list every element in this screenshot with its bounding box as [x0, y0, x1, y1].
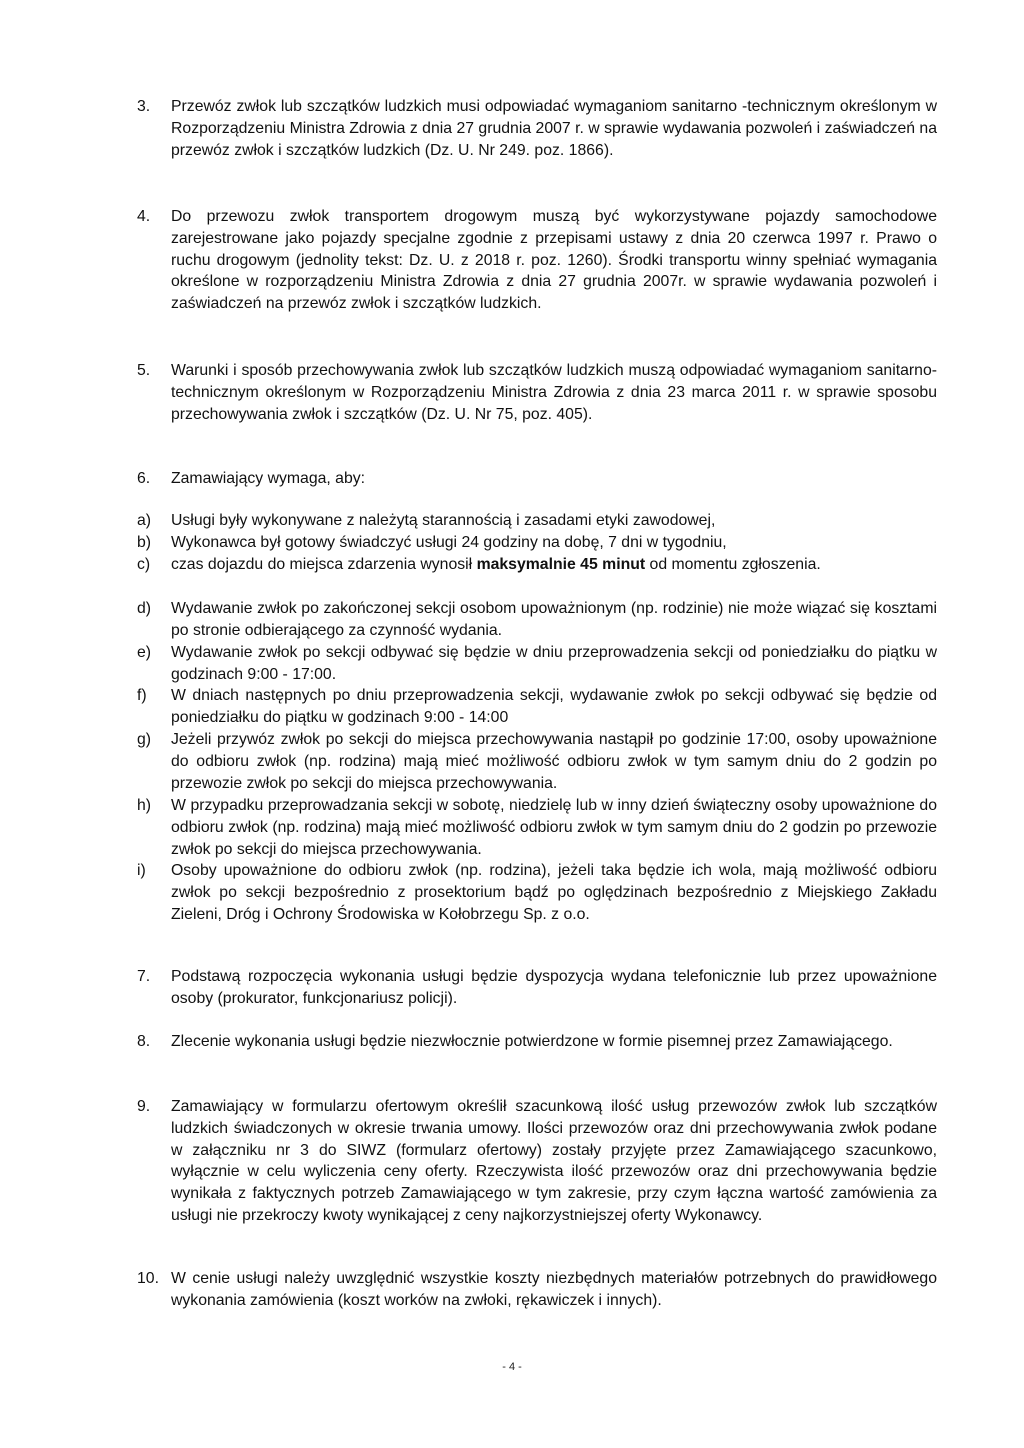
paragraph-number: 5. — [137, 362, 151, 379]
list-text: Jeżeli przywóz zwłok po sekcji do miejsca przechowywania nastąpił po godzinie 17:00, osoby upoważnione do odbioru zwłok (np. rodzina) mają mieć możliwość odbioru zwłok w tym samym dniu do 2 godzin po przewozie zwłok po sekcji do miejsca przechowywania. — [171, 731, 937, 792]
paragraph-6 — [137, 468, 937, 490]
list-text: Wydawanie zwłok po zakończonej sekcji osobom upoważnionym (np. rodzinie) nie może wiązać się kosztami po stronie odbierającego za czynność wydania. — [171, 600, 937, 639]
list-letter: c) — [137, 556, 151, 573]
list-text: W dniach następnych po dniu przeprowadzenia sekcji, wydawanie zwłok po sekcji odbywać się będzie od poniedziałku do piątku w godzinach 9:00 - 14:00 — [171, 687, 937, 726]
list-text — [171, 554, 937, 576]
paragraph-number: 4. — [137, 208, 151, 225]
list-text: W przypadku przeprowadzania sekcji w sobotę, niedzielę lub w inny dzień świąteczny osoby upoważnione do odbioru zwłok (np. rodzina) mają mieć możliwość odbioru zwłok w tym samym dniu do 2 godzin po przewozie zwłok po sekcji do miejsca przechowywania. — [171, 797, 937, 858]
paragraph-number: 9. — [137, 1098, 151, 1115]
list-letter: a) — [137, 512, 152, 529]
list-item-b — [137, 532, 937, 554]
paragraph-number: 3. — [137, 98, 151, 115]
list-item-a — [137, 510, 937, 532]
paragraph-text: Zlecenie wykonania usługi będzie niezwłocznie potwierdzone w formie pisemnej przez Zamawiającego. — [171, 1033, 893, 1050]
paragraph-text: Podstawą rozpoczęcia wykonania usługi będzie dyspozycja wydana telefonicznie lub przez upoważnione osoby (prokurator, funkcjonariusz policji). — [171, 968, 937, 1007]
paragraph-7 — [137, 966, 937, 1010]
list-text: Usługi były wykonywane z należytą starannością i zasadami etyki zawodowej, — [171, 512, 716, 529]
list-item-c — [137, 554, 937, 576]
list-item-e — [137, 642, 937, 686]
list-letter: g) — [137, 731, 152, 748]
list-text-end: od momentu zgłoszenia. — [645, 556, 821, 573]
list-item-g — [137, 729, 937, 794]
list-letter: d) — [137, 600, 152, 617]
list-item-h — [137, 795, 937, 860]
paragraph-4 — [137, 206, 937, 315]
list-item-i — [137, 860, 937, 925]
list-letter: b) — [137, 534, 152, 551]
list-item-f — [137, 685, 937, 729]
paragraph-5 — [137, 360, 937, 425]
list-item-d — [137, 598, 937, 642]
emphasis-text: maksymalnie 45 minut — [476, 556, 646, 573]
list-letter: i) — [137, 862, 146, 879]
paragraph-text: W cenie usługi należy uwzględnić wszystkie koszty niezbędnych materiałów potrzebnych do prawidłowego wykonania zamówienia (koszt worków na zwłoki, rękawiczek i innych). — [171, 1270, 937, 1309]
list-letter: e) — [137, 644, 152, 661]
list-letter: f) — [137, 687, 147, 704]
list-text-start: czas dojazdu do miejsca zdarzenia wynosił — [171, 556, 477, 573]
paragraph-9 — [137, 1096, 937, 1227]
paragraph-number: 6. — [137, 470, 151, 487]
paragraph-number: 7. — [137, 968, 151, 985]
paragraph-number: 8. — [137, 1033, 151, 1050]
list-text: Wydawanie zwłok po sekcji odbywać się będzie w dniu przeprowadzenia sekcji od poniedziałku do piątku w godzinach 9:00 - 17:00. — [171, 644, 937, 683]
paragraph-number: 10. — [137, 1270, 159, 1287]
list-text: Osoby upoważnione do odbioru zwłok (np. rodzina), jeżeli taka będzie ich wola, mają możliwość odbioru zwłok po sekcji bezpośrednio z prosektorium bądź po oględzinach bezpośrednio z Miejskiego Zakładu Zieleni, Dróg i Ochrony Środowiska w Kołobrzegu Sp. z o.o. — [171, 862, 937, 923]
paragraph-text: Warunki i sposób przechowywania zwłok lub szczątków ludzkich muszą odpowiadać wymaganiom sanitarno-technicznym określonym w Rozporządzeniu Ministra Zdrowia z dnia 23 marca 2011 r. w sprawie sposobu przechowywania zwłok i szczątków (Dz. U. Nr 75, poz. 405). — [171, 362, 937, 423]
paragraph-text: Przewóz zwłok lub szczątków ludzkich musi odpowiadać wymaganiom sanitarno -technicznym określonym w Rozporządzeniu Ministra Zdrowia z dnia 27 grudnia 2007 r. w sprawie wydawania pozwoleń i zaświadczeń na przewóz zwłok i szczątków ludzkich (Dz. U. Nr 249. poz. 1866). — [171, 98, 937, 159]
list-text: Wykonawca był gotowy świadczyć usługi 24 godziny na dobę, 7 dni w tygodniu, — [171, 534, 727, 551]
paragraph-8 — [137, 1031, 937, 1053]
paragraph-text: Zamawiający wymaga, aby: — [171, 470, 366, 487]
paragraph-10 — [137, 1268, 937, 1312]
paragraph-text: Do przewozu zwłok transportem drogowym muszą być wykorzystywane pojazdy samochodowe zarejestrowane jako pojazdy specjalne zgodnie z przepisami ustawy z dnia 20 czerwca 1997 r. Prawo o ruchu drogowym (jednolity tekst: Dz. U. z 2018 r. poz. 1260). Środki transportu winny spełniać wymagania określone w rozporządzeniu Ministra Zdrowia z dnia 27 grudnia 2007r. w sprawie wydawania pozwoleń i zaświadczeń na przewóz zwłok i szczątków ludzkich. — [171, 208, 937, 313]
paragraph-text: Zamawiający w formularzu ofertowym określił szacunkową ilość usług przewozów zwłok lub szczątków ludzkich świadczonych w okresie trwania umowy. Ilości przewozów oraz dni przechowywania zwłok podane w załączniku nr 3 do SIWZ (formularz ofertowy) zostały przyjęte przez Zamawiającego szacunkowo, wyłącznie w celu wyliczenia ceny oferty. Rzeczywista ilość przewozów oraz dni przechowywania będzie wynikała z faktycznych potrzeb Zamawiającego w tym zakresie, przy czym łączna wartość zamówienia za usługi nie przekroczy kwoty wynikającej z ceny najkorzystniejszej oferty Wykonawcy. — [171, 1098, 937, 1224]
list-letter: h) — [137, 797, 152, 814]
paragraph-3 — [137, 96, 937, 161]
page-number: - 4 - — [502, 1361, 522, 1373]
